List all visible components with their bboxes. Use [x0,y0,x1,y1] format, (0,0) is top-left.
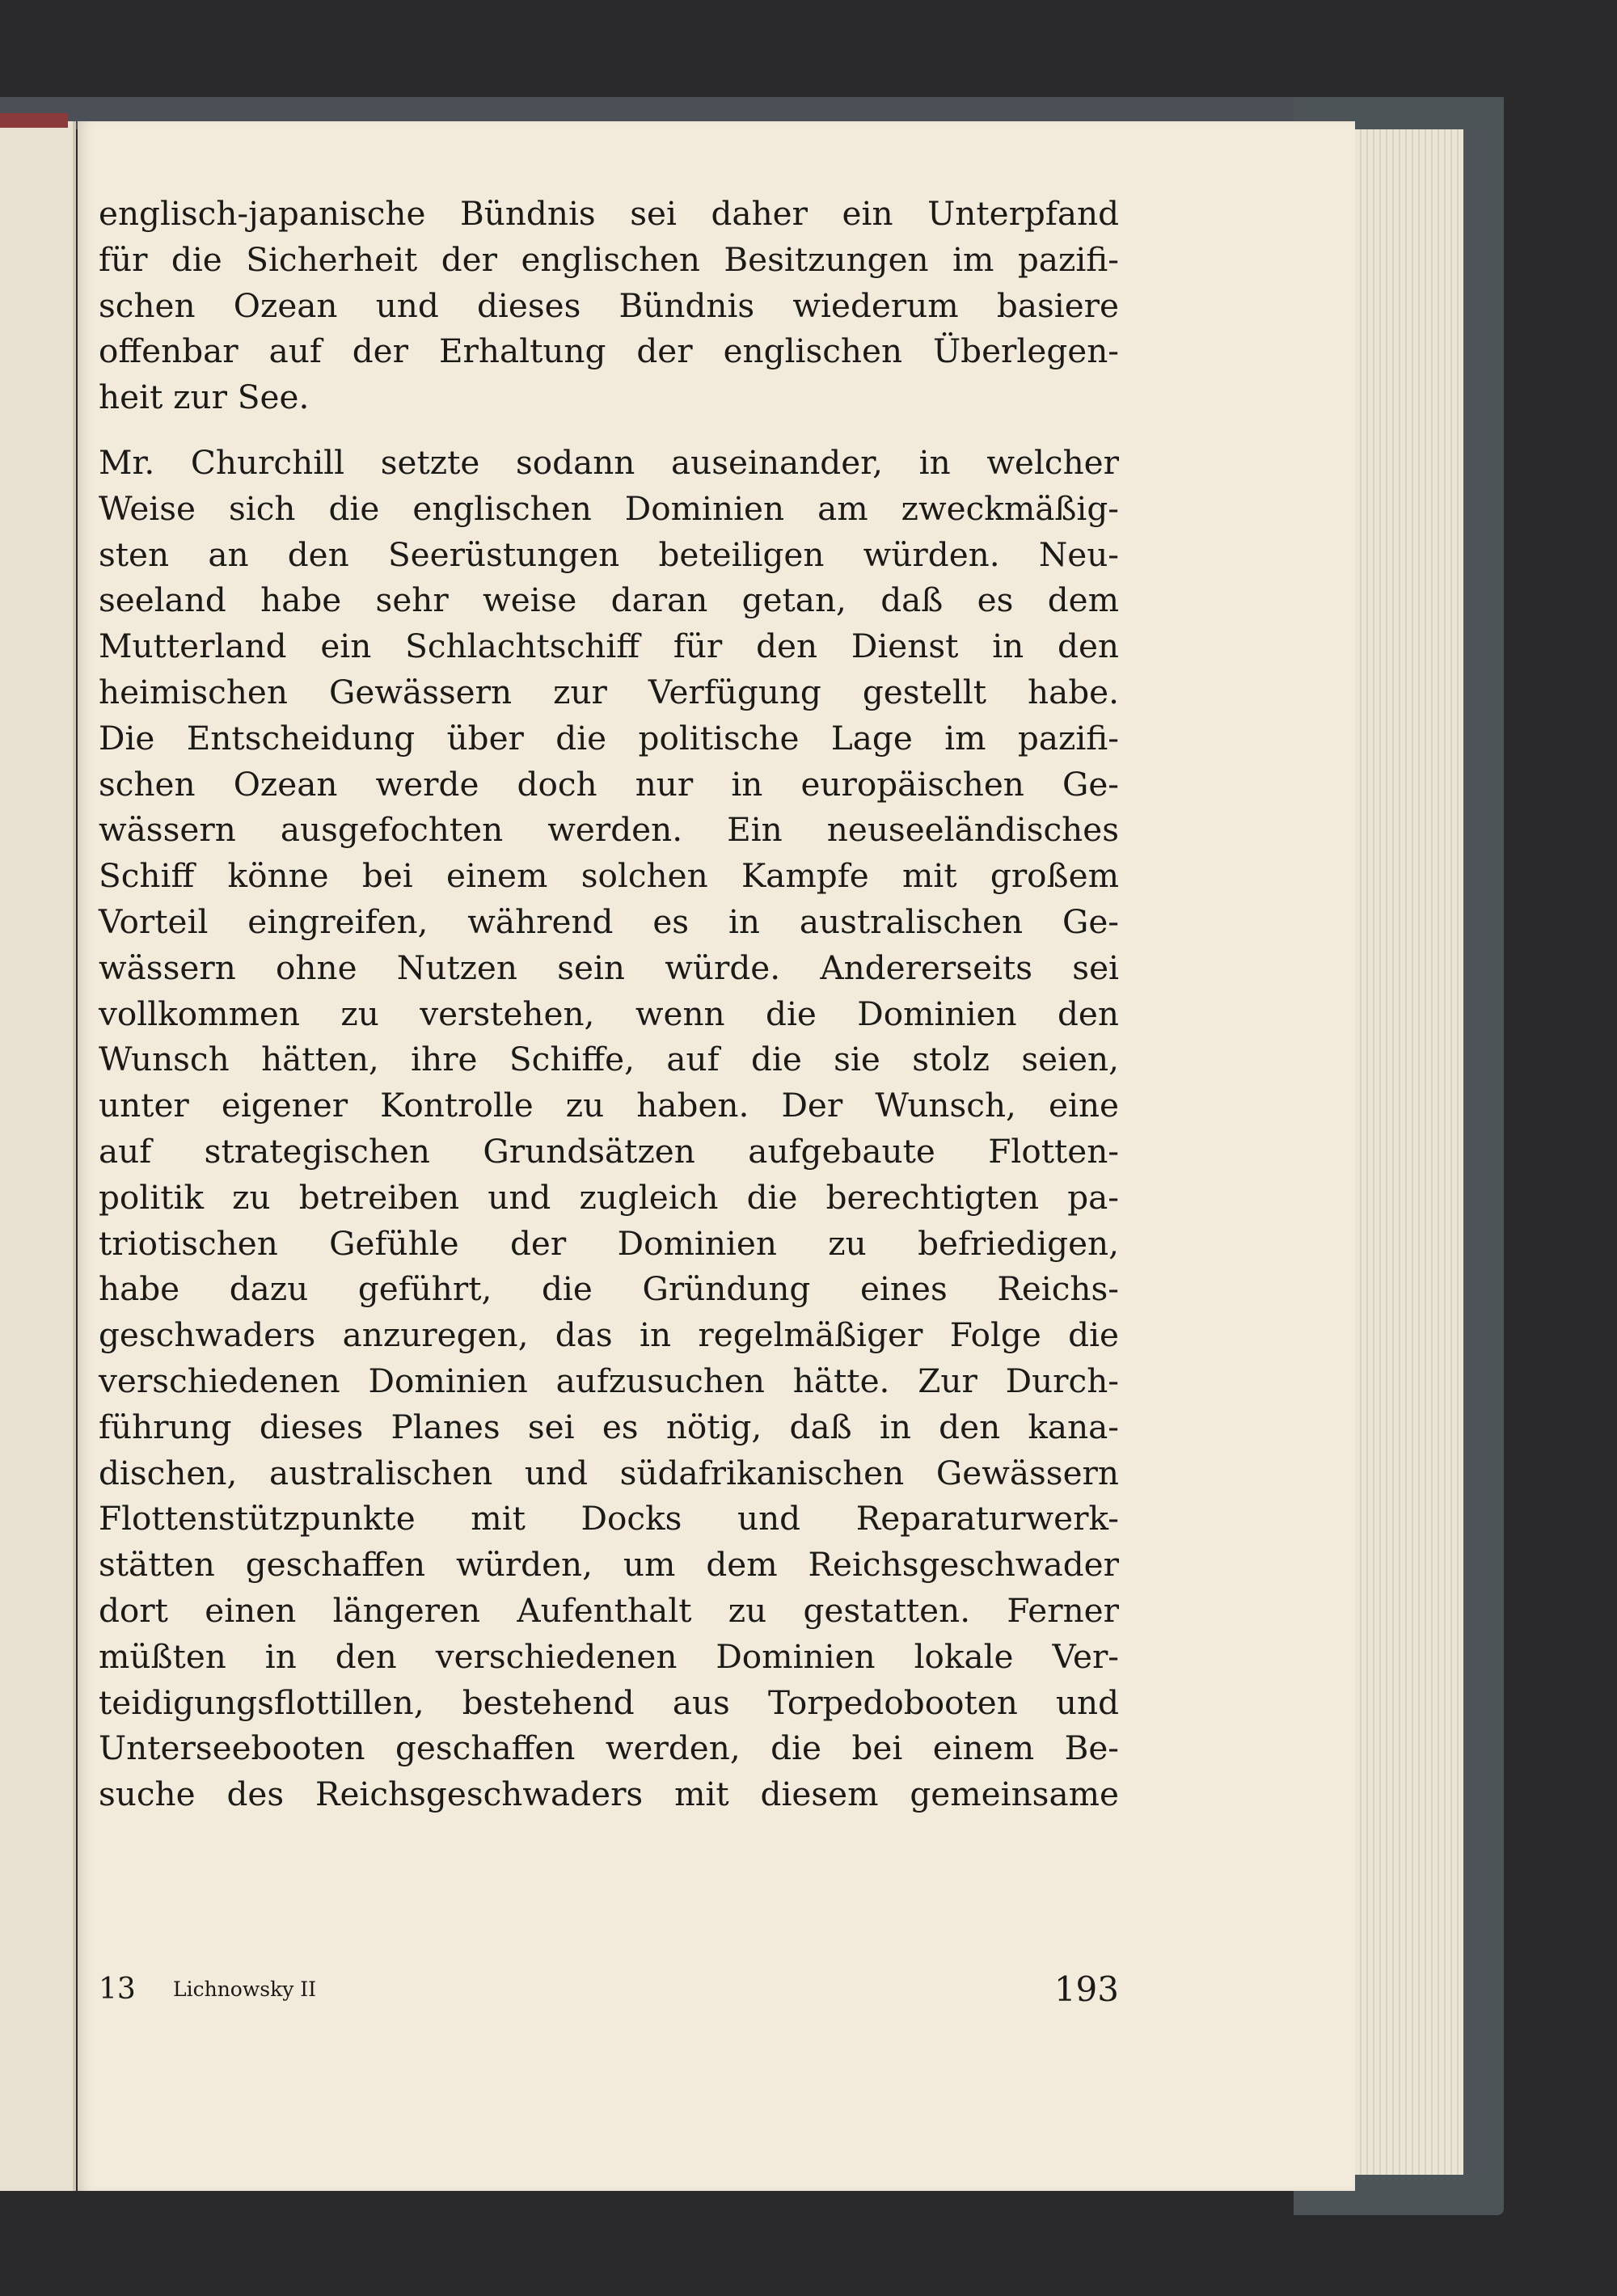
text-line: geschwaders anzuregen, das in regelmäßiger Folge die [99,1315,1119,1355]
text-line: müßten in den verschiedenen Dominien lokale Ver- [99,1636,1119,1676]
text-line: Mutterland ein Schlachtschiff für den Dienst in den [99,627,1119,666]
text-line: Flottenstützpunkte mit Docks und Reparaturwerk- [99,1499,1119,1538]
left-page-edge [0,121,76,2191]
text-line: schen Ozean werde doch nur in europäischen Ge- [99,764,1119,804]
text-line: Vorteil eingreifen, während es in australischen Ge- [99,901,1119,941]
text-line: Mr. Churchill setzte sodann auseinander, in welcher [99,442,1119,482]
text-line: suche des Reichsgeschwaders mit diesem gemeinsame [99,1775,1119,1814]
text-line: heimischen Gewässern zur Verfügung gestellt habe. [99,672,1119,711]
text-line: dischen, australischen und südafrikanischen Gewässern [99,1453,1119,1492]
text-line: teidigungsflottillen, bestehend aus Torpedobooten und [99,1682,1119,1722]
paragraph-spacer [99,420,1119,440]
text-line: sten an den Seerüstungen beteiligen würden. Neu- [99,534,1119,574]
text-line: Schiff könne bei einem solchen Kampfe mit großem [99,856,1119,896]
page-number: 193 [1053,1969,1119,2009]
body-text [99,191,1119,1817]
text-line: offenbar auf der Erhaltung der englischen Überlegen- [99,331,1119,371]
text-line: wässern ohne Nutzen sein würde. Andererseits sei [99,948,1119,987]
signature-number: 13 [99,1973,136,2006]
page-footer [99,1969,1119,2018]
text-line: vollkommen zu verstehen, wenn die Dominien den [99,994,1119,1033]
text-line: triotischen Gefühle der Dominien zu befriedigen, [99,1223,1119,1263]
text-line: Wunsch hätten, ihre Schiffe, auf die sie stolz seien, [99,1040,1119,1079]
paragraph-1 [99,191,1119,420]
text-line: wässern ausgefochten werden. Ein neuseeländisches [99,810,1119,850]
text-line: verschiedenen Dominien aufzusuchen hätte. Zur Durch- [99,1361,1119,1400]
text-line: Unterseebooten geschaffen werden, die bei einem Be- [99,1728,1119,1768]
text-line: heit zur See. [99,378,310,417]
spine-bookmark [0,113,68,128]
text-line: auf strategischen Grundsätzen aufgebaute Flotten- [99,1131,1119,1171]
text-line: stätten geschaffen würden, um dem Reichsgeschwader [99,1545,1119,1585]
text-line: unter eigener Kontrolle zu haben. Der Wunsch, eine [99,1086,1119,1125]
text-line: englisch-japanische Bündnis sei daher ein Unterpfand [99,194,1119,233]
text-line: seeland habe sehr weise daran getan, daß es dem [99,580,1119,620]
paragraph-2 [99,440,1119,1817]
page-edges [1342,129,1463,2175]
signature-name: Lichnowsky II [173,1977,317,2001]
text-line: politik zu betreiben und zugleich die berechtigten pa- [99,1177,1119,1217]
text-line: Weise sich die englischen Dominien am zweckmäßig- [99,488,1119,528]
text-line: führung dieses Planes sei es nötig, daß in den kana- [99,1407,1119,1446]
text-line: schen Ozean und dieses Bündnis wiederum basiere [99,285,1119,325]
text-line: habe dazu geführt, die Gründung eines Reichs- [99,1269,1119,1309]
text-line: dort einen längeren Aufenthalt zu gestatten. Ferner [99,1590,1119,1630]
text-line: für die Sicherheit der englischen Besitzungen im pazifi- [99,239,1119,279]
text-line: Die Entscheidung über die politische Lage im pazifi- [99,718,1119,758]
